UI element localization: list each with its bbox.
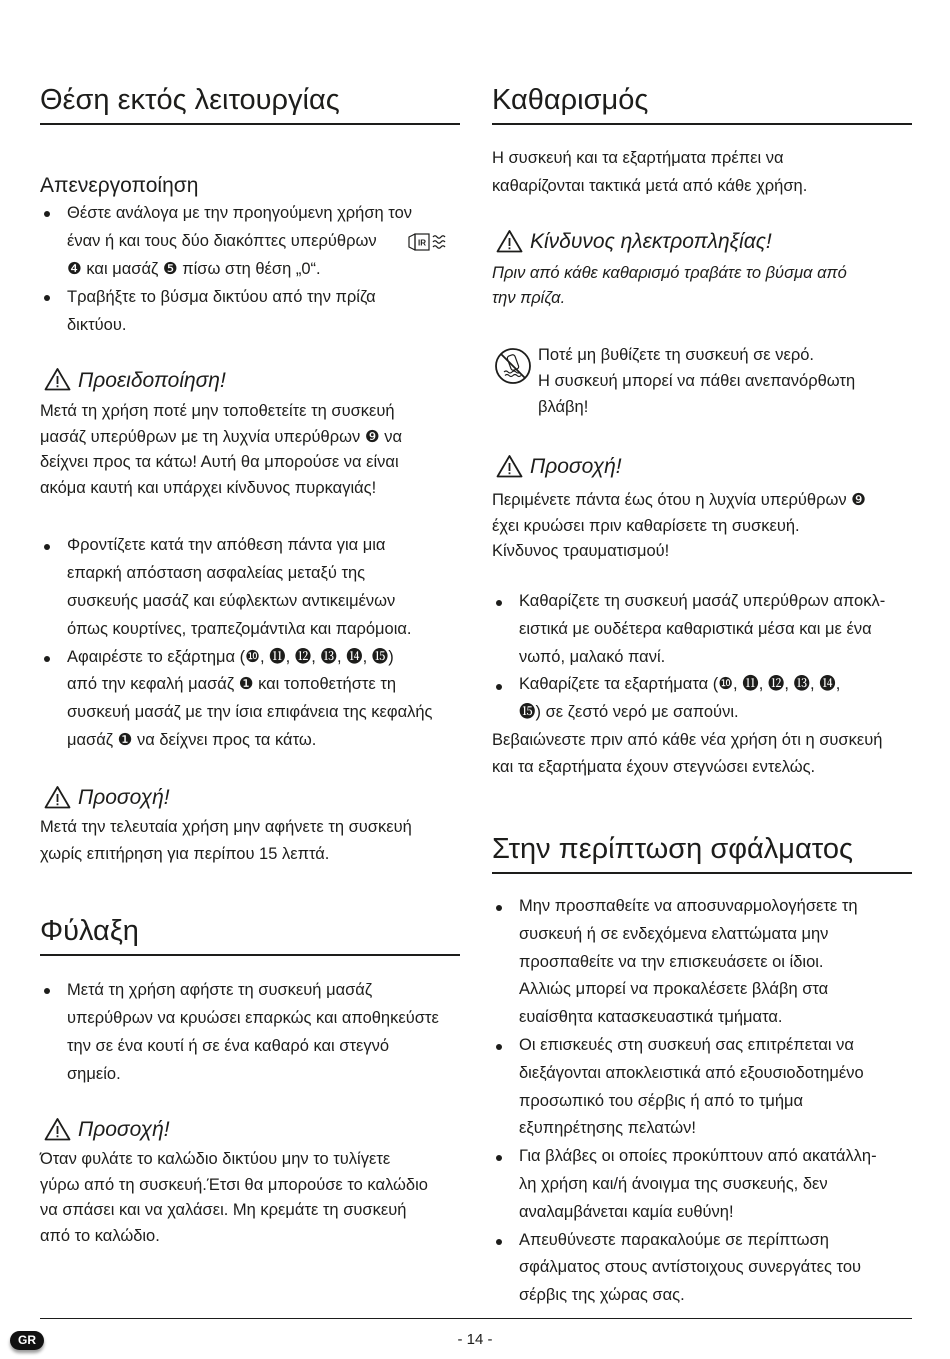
text-line: την πρίζα. (492, 289, 566, 307)
warning-triangle-icon (44, 785, 71, 809)
text-line: προσπαθείτε να την επισκευάσετε οι ίδιοι. (519, 952, 824, 971)
list-item-text (519, 1143, 877, 1226)
heading-rule (40, 123, 460, 125)
text-line: δείχνει προς τα κάτω! Αυτή θα μπορούσε να είναι (40, 453, 399, 472)
bullet-marker (496, 905, 502, 911)
text-line: Καθαρίζετε τη συσκευή μασάζ υπερύθρων αποκλ- (519, 592, 886, 610)
bullet-marker (44, 544, 50, 550)
text-line: επαρκή απόσταση ασφαλείας μεταξύ της (67, 563, 366, 582)
text-line: συσκευή μασάζ με την ίσια επιφάνεια της κεφαλής (67, 703, 433, 722)
caution-text (492, 488, 866, 565)
caution-title: Προσοχή! (78, 786, 170, 809)
text-line: χωρίς επιτήρηση για περίπου 15 λεπτά. (40, 845, 330, 863)
text-line: Καθαρίζετε τα εξαρτήματα (❿, ⓫, ⓬, ⓭, ⓮, (519, 675, 841, 694)
text-line: μασάζ υπερύθρων με τη λυχνία υπερύθρων ❾ να (40, 427, 403, 446)
text-line: Για βλάβες οι οποίες προκύπτουν από ακατάλλη- (519, 1147, 877, 1166)
text-line: δικτύου. (67, 316, 127, 334)
shutdown-notes-list (40, 532, 433, 755)
caution-text (40, 814, 412, 868)
list-item-text (67, 644, 433, 756)
cleaning-intro (492, 144, 807, 200)
no-immersion-icon (494, 347, 532, 385)
text-line: βλάβη! (538, 398, 589, 416)
list-item-text (67, 199, 412, 283)
list-item-text (67, 283, 412, 339)
infrared-symbol-text: IR (418, 238, 426, 248)
bullet-marker (44, 656, 50, 662)
text-line: από το καλώδιο. (40, 1227, 160, 1246)
infrared-switch-icon (406, 231, 448, 253)
bullet-marker (496, 1239, 502, 1245)
text-line: Μην προσπαθείτε να αποσυναρμολογήσετε τη (519, 897, 858, 915)
text-line: ειστικά με ουδέτερα καθαριστικά μέσα και με ένα (519, 619, 872, 638)
section-heading-faults: Στην περίπτωση σφάλματος (492, 833, 853, 865)
list-item (492, 1143, 877, 1226)
list-item (40, 976, 439, 1088)
bullet-marker (496, 1155, 502, 1161)
shutdown-steps-list (40, 199, 412, 339)
text-line: Βεβαιώνεστε πριν από κάθε νέα χρήση ότι η συσκευή (492, 731, 883, 749)
heading-rule (40, 954, 460, 956)
section-heading-storage: Φύλαξη (40, 915, 139, 947)
warning-triangle-icon (44, 367, 71, 391)
text-line: μασάζ ❶ να δείχνει προς τα κάτω. (67, 731, 317, 750)
text-line: Αφαιρέστε το εξάρτημα (❿, ⓫, ⓬, ⓭, ⓮, ⓯) (67, 647, 394, 666)
text-line: όπως κουρτίνες, τραπεζομάντιλα και παρόμοια. (67, 619, 412, 638)
text-line: ευαίσθητα κατασκευαστικά τμήματα. (519, 1008, 783, 1027)
list-item (492, 1227, 877, 1310)
text-line: Μετά τη χρήση αφήστε τη συσκευή μασάζ (67, 981, 373, 999)
text-line: σφάλματος στους αντίστοιχους συνεργάτες του (519, 1258, 862, 1277)
bullet-marker (44, 211, 50, 217)
list-item-text (519, 893, 877, 1032)
bullet-marker (496, 600, 502, 606)
list-item (492, 893, 877, 1032)
faults-list (492, 893, 877, 1310)
text-line: Φροντίζετε κατά την απόθεση πάντα για μια (67, 536, 386, 554)
text-line: Η συσκευή και τα εξαρτήματα πρέπει να (492, 149, 784, 167)
cleaning-outro (492, 727, 882, 781)
immersion-note (538, 342, 855, 420)
warning-triangle-icon (44, 1117, 71, 1141)
page-number: - 14 - (457, 1331, 493, 1348)
text-line: αναλαμβάνεται καμία ευθύνη! (519, 1202, 734, 1221)
caution-text (40, 1147, 428, 1250)
text-line: σέρβις της χώρας σας. (519, 1286, 685, 1305)
list-item (40, 644, 433, 756)
text-line: Περιμένετε πάντα έως ότου η λυχνία υπερύθρων ❾ (492, 491, 866, 509)
text-line: Μετά τη χρήση ποτέ μην τοποθετείτε τη συσκευή (40, 402, 395, 420)
warning-text (40, 399, 402, 502)
danger-title: Κίνδυνος ηλεκτροπληξίας! (530, 230, 772, 253)
list-item-text (519, 671, 885, 727)
text-line: νωπό, μαλακό πανί. (519, 647, 666, 666)
section-heading-shutdown: Θέση εκτός λειτουργίας (40, 84, 340, 116)
text-line: ❹ και μασάζ ❺ πίσω στη θέση „0“. (67, 260, 321, 278)
list-item (492, 588, 885, 671)
list-item (40, 199, 412, 283)
list-item (492, 1032, 877, 1143)
text-line: Κίνδυνος τραυματισμού! (492, 542, 670, 560)
cleaning-steps-list (492, 588, 885, 727)
text-line: Οι επισκευές στη συσκευή σας επιτρέπεται να (519, 1035, 854, 1054)
heading-rule (492, 872, 912, 874)
text-line: εξυπηρέτησης πελατών! (519, 1119, 696, 1138)
text-line: Ποτέ μη βυθίζετε τη συσκευή σε νερό. (538, 346, 814, 364)
warning-triangle-icon (496, 229, 523, 253)
text-line: υπερύθρων να κρυώσει επαρκώς και αποθηκεύστε (67, 1009, 439, 1027)
text-line: Θέστε ανάλογα με την προηγούμενη χρήση τον (67, 204, 413, 222)
text-line: έναν ή και τους δύο διακόπτες υπερύθρων (67, 232, 377, 250)
list-item (492, 671, 885, 727)
text-line: ⓯) σε ζεστό νερό με σαπούνι. (519, 703, 739, 722)
bullet-marker (44, 295, 50, 301)
text-line: λη χρήση και/ή άνοιγμα της συσκευής, δεν (519, 1174, 828, 1193)
list-item-text (519, 1032, 877, 1143)
list-item-text (67, 976, 439, 1088)
text-line: καθαρίζονται τακτικά μετά από κάθε χρήση. (492, 177, 808, 195)
caution-title: Προσοχή! (78, 1118, 170, 1141)
text-line: Όταν φυλάτε το καλώδιο δικτύου μην το τυλίγετε (40, 1150, 391, 1168)
bullet-marker (44, 988, 50, 994)
list-item-text (67, 532, 433, 644)
text-line: Απευθύνεστε παρακαλούμε σε περίπτωση (519, 1230, 829, 1249)
section-heading-cleaning: Καθαρισμός (492, 84, 649, 116)
text-line: από την κεφαλή μασάζ ❶ και τοποθετήστε τη (67, 675, 397, 694)
text-line: συσκευής μασάζ και εύφλεκτων αντικειμένων (67, 591, 396, 610)
text-line: διεξάγονται αποκλειστικά από εξουσιοδοτημένο (519, 1063, 864, 1082)
text-line: και τα εξαρτήματα έχουν στεγνώσει εντελώς. (492, 758, 816, 776)
list-item-text (519, 588, 885, 671)
text-line: Τραβήξτε το βύσμα δικτύου από την πρίζα (67, 288, 376, 306)
text-line: γύρω από τη συσκευή.Έτσι θα μπορούσε το καλώδιο (40, 1175, 428, 1194)
text-line: να σπάσει και να χαλάσει. Μη κρεμάτε τη συσκευή (40, 1201, 407, 1220)
heading-rule (492, 123, 912, 125)
text-line: Πριν από κάθε καθαρισμό τραβάτε το βύσμα από (492, 264, 847, 282)
subheading-deactivation: Απενεργοποίηση (40, 174, 199, 197)
warning-title: Προειδοποίηση! (78, 369, 226, 392)
text-line: την σε ένα κουτί ή σε ένα καθαρό και στεγνό (67, 1037, 390, 1055)
storage-steps-list (40, 976, 439, 1088)
language-badge: GR (10, 1331, 44, 1350)
text-line: Η συσκευή μπορεί να πάθει ανεπανόρθωτη (538, 372, 856, 390)
text-line: έχει κρυώσει πριν καθαρίσετε τη συσκευή. (492, 516, 800, 535)
text-line: ακόμα καυτή και υπάρχει κίνδυνος πυρκαγιάς! (40, 479, 377, 498)
bullet-marker (496, 684, 502, 690)
text-line: Αλλιώς μπορεί να προκαλέσετε βλάβη στα (519, 980, 829, 999)
footer-rule (40, 1318, 912, 1319)
text-line: συσκευή ή σε ενδεχόμενα ελαττώματα μην (519, 924, 829, 943)
bullet-marker (496, 1044, 502, 1050)
text-line: Μετά την τελευταία χρήση μην αφήνετε τη συσκευή (40, 818, 412, 836)
list-item-text (519, 1227, 877, 1310)
warning-triangle-icon (496, 454, 523, 478)
text-line: προσωπικό του σέρβις ή από το τμήμα (519, 1091, 804, 1110)
list-item (40, 532, 433, 644)
text-line: σημείο. (67, 1065, 121, 1083)
list-item (40, 283, 412, 339)
caution-title: Προσοχή! (530, 455, 622, 478)
danger-text (492, 261, 847, 311)
